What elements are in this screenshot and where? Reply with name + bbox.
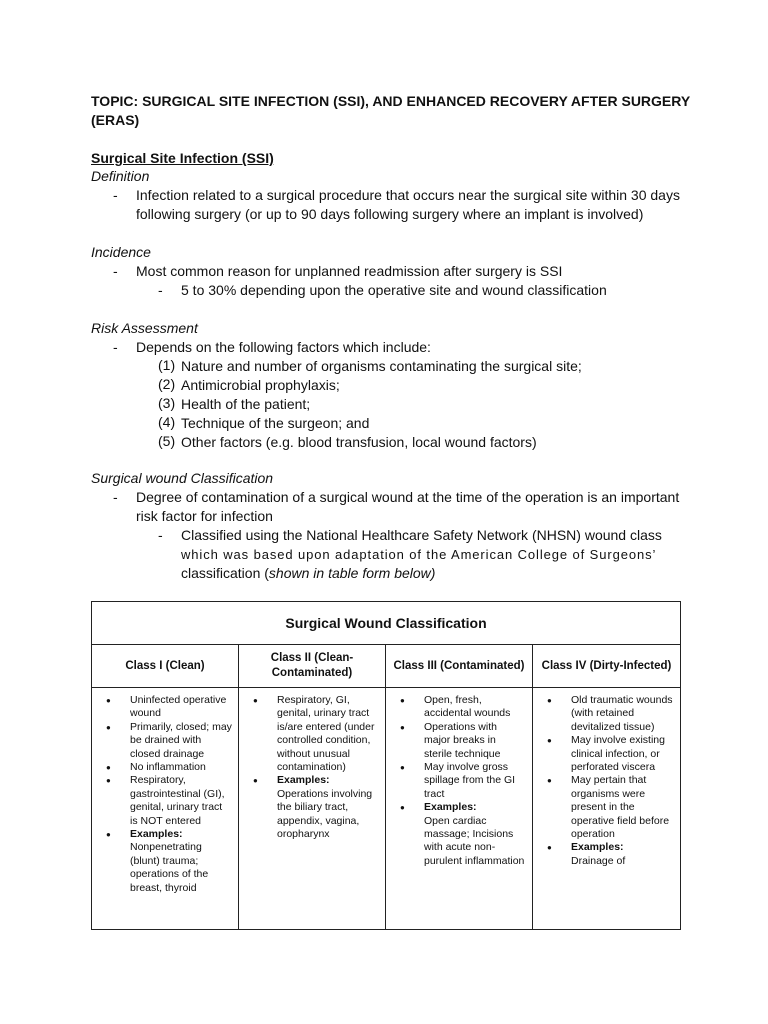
table-title: Surgical Wound Classification (92, 602, 681, 645)
list-item: ● Primarily, closed; may be drained with closed drainage (130, 721, 232, 761)
bullet-dash: - (113, 263, 118, 279)
risk-num: (3) (158, 395, 176, 411)
bullet-dash: - (158, 282, 163, 298)
header-class-4: Class IV (Dirty-Infected) (533, 645, 681, 688)
incidence-sub: 5 to 30% depending upon the operative site and wound classification (181, 282, 607, 298)
risk-num: (4) (158, 414, 176, 430)
list-item: ● May involve existing clinical infection, or perforated viscera (571, 734, 674, 774)
risk-num: (1) (158, 357, 176, 373)
list-item: ● No inflammation (130, 761, 232, 774)
bullet-dash: - (113, 489, 118, 505)
classification-sub-1: Classified using the National Healthcare Safety Network (NHSN) wound class (181, 527, 662, 543)
classification-line-2: risk factor for infection (136, 508, 273, 524)
classification-line-1: Degree of contamination of a surgical wound at the time of the operation is an important (136, 489, 680, 505)
list-item: ● Old traumatic wounds (with retained devitalized tissue) (571, 694, 674, 734)
list-item: ● May involve gross spillage from the GI tract (424, 761, 526, 801)
list-item: ● Respiratory, gastrointestinal (GI), genital, urinary tract is NOT entered (130, 774, 232, 828)
list-item: ● Examples: Drainage of (571, 841, 674, 868)
wound-classification-table (91, 601, 681, 930)
risk-num: (2) (158, 376, 176, 392)
bullet-dash: - (158, 527, 163, 543)
risk-item: Nature and number of organisms contaminating the surgical site; (181, 358, 582, 374)
risk-item: Other factors (e.g. blood transfusion, local wound factors) (181, 434, 537, 450)
class-4-cell (533, 688, 681, 930)
incidence-label: Incidence (91, 244, 151, 260)
risk-item: Antimicrobial prophylaxis; (181, 377, 340, 393)
header-class-1: Class I (Clean) (92, 645, 239, 688)
list-item: ● Open, fresh, accidental wounds (424, 694, 526, 721)
header-class-3: Class III (Contaminated) (386, 645, 533, 688)
risk-num: (5) (158, 433, 176, 449)
risk-item: Technique of the surgeon; and (181, 415, 370, 431)
classification-sub-2: which was based upon adaptation of the American College of Surgeons’ (181, 547, 657, 562)
topic-title: TOPIC: SURGICAL SITE INFECTION (SSI), AND ENHANCED RECOVERY AFTER SURGERY (ERAS) (91, 93, 690, 128)
classification-sub-3: classification (shown in table form below) (181, 565, 436, 581)
ssi-heading: Surgical Site Infection (SSI) (91, 150, 274, 166)
definition-line-1: Infection related to a surgical procedure that occurs near the surgical site within 30 days (136, 187, 680, 203)
class-1-cell (92, 688, 239, 930)
class-2-cell (239, 688, 386, 930)
risk-label: Risk Assessment (91, 320, 198, 336)
class-3-cell (386, 688, 533, 930)
definition-label: Definition (91, 168, 150, 184)
list-item: ● Examples: Operations involving the biliary tract, appendix, vagina, oropharynx (277, 774, 379, 841)
classification-label: Surgical wound Classification (91, 470, 274, 486)
bullet-dash: - (113, 187, 118, 203)
list-item: ● Examples: Nonpenetrating (blunt) trauma; operations of the breast, thyroid (130, 828, 232, 895)
list-item: ● Uninfected operative wound (130, 694, 232, 721)
list-item: ● Respiratory, GI, genital, urinary tract is/are entered (under controlled condition, without unusual contamination) (277, 694, 379, 774)
risk-item: Health of the patient; (181, 396, 311, 412)
list-item: ● Examples: Open cardiac massage; Incisions with acute non-purulent inflammation (424, 801, 526, 868)
incidence-line: Most common reason for unplanned readmission after surgery is SSI (136, 263, 563, 279)
bullet-dash: - (113, 339, 118, 355)
header-class-2: Class II (Clean-Contaminated) (239, 645, 386, 688)
definition-line-2: following surgery (or up to 90 days following surgery where an implant is involved) (136, 206, 644, 222)
risk-line: Depends on the following factors which include: (136, 339, 431, 355)
list-item: ● Operations with major breaks in sterile technique (424, 721, 526, 761)
list-item: ● May pertain that organisms were present in the operative field before operation (571, 774, 674, 841)
